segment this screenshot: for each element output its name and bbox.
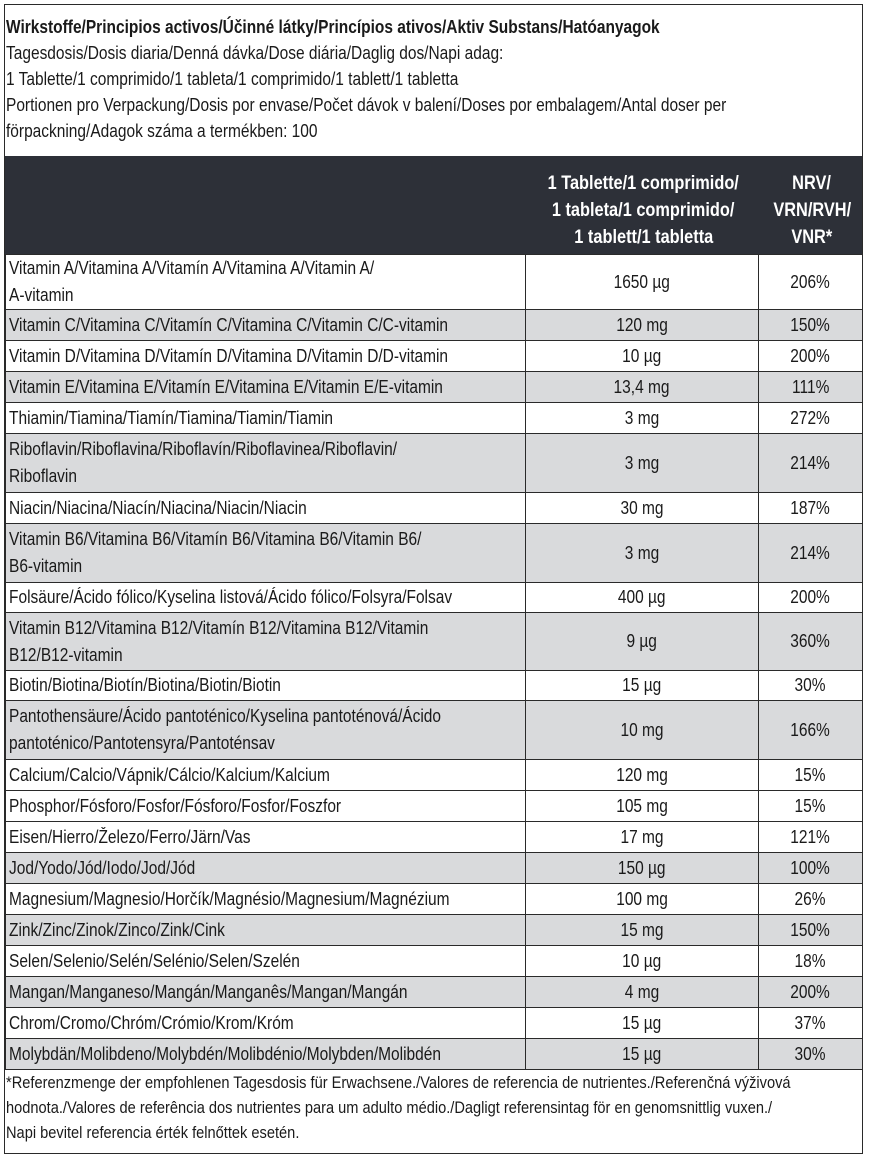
table-row	[6, 493, 863, 524]
footnote-line: Napi bevitel referencia érték felnőttek esetén.	[6, 1123, 300, 1142]
nutrient-nrv: 200%	[759, 977, 863, 1008]
table-row	[6, 1008, 863, 1039]
table-row	[6, 613, 863, 671]
nutrient-nrv: 30%	[759, 1039, 863, 1070]
table-row	[6, 310, 863, 341]
nutrient-amount: 9 µg	[526, 613, 759, 671]
nutrient-nrv: 214%	[759, 524, 863, 583]
nutrient-nrv: 37%	[759, 1008, 863, 1039]
nutrient-amount: 150 µg	[526, 853, 759, 884]
table-row	[6, 760, 863, 791]
footnote-line: hodnota./Valores de referência dos nutrientes para um adulto médio./Dagligt referensintag för en genomsnittlig vuxen./	[6, 1098, 773, 1117]
table-row	[6, 403, 863, 434]
nutrient-amount: 15 mg	[526, 915, 759, 946]
nutrient-name: Zink/Zinc/Zinok/Zinco/Zink/Cink	[6, 915, 526, 946]
nutrient-nrv: 200%	[759, 583, 863, 613]
table-row	[6, 946, 863, 977]
nutrient-name: Pantothensäure/Ácido pantoténico/Kyselina pantoténová/Ácido pantoténico/Pantotensyra/Pantoténsav	[6, 701, 526, 760]
nutrient-nrv: 200%	[759, 341, 863, 372]
nutrient-amount: 400 µg	[526, 583, 759, 613]
nutrient-name: Vitamin A/Vitamina A/Vitamín A/Vitamina A/Vitamin A/ A-vitamin	[6, 255, 526, 310]
nutrient-amount: 15 µg	[526, 671, 759, 701]
table-row	[6, 791, 863, 822]
nutrient-amount: 30 mg	[526, 493, 759, 524]
nutrient-nrv: 150%	[759, 310, 863, 341]
nutrient-nrv: 187%	[759, 493, 863, 524]
nutrient-amount: 120 mg	[526, 760, 759, 791]
nutrient-amount: 105 mg	[526, 791, 759, 822]
nutrient-table	[5, 254, 863, 1070]
active-substances-title: Wirkstoffe/Principios activos/Účinné látky/Princípios ativos/Aktiv Substans/Hatóanyagok	[6, 17, 660, 37]
nutrient-amount: 100 mg	[526, 884, 759, 915]
nutrient-amount: 3 mg	[526, 524, 759, 583]
nutrient-nrv: 121%	[759, 822, 863, 853]
nutrient-nrv: 206%	[759, 255, 863, 310]
table-row	[6, 434, 863, 493]
table-row	[6, 701, 863, 760]
nutrient-name: Calcium/Calcio/Vápnik/Cálcio/Kalcium/Kalcium	[6, 760, 526, 791]
nutrient-nrv: 18%	[759, 946, 863, 977]
nutrient-name: Biotin/Biotina/Biotín/Biotina/Biotin/Biotin	[6, 671, 526, 701]
footnote	[6, 1070, 791, 1145]
nutrient-amount: 10 mg	[526, 701, 759, 760]
nutrient-amount: 3 mg	[526, 403, 759, 434]
table-row	[6, 822, 863, 853]
nutrient-name: Vitamin E/Vitamina E/Vitamín E/Vitamina E/Vitamin E/E-vitamin	[6, 372, 526, 403]
nutrient-name: Niacin/Niacina/Niacín/Niacina/Niacin/Niacin	[6, 493, 526, 524]
nutrient-name: Mangan/Manganeso/Mangán/Manganês/Mangan/Mangán	[6, 977, 526, 1008]
nutrient-nrv: 272%	[759, 403, 863, 434]
table-row	[6, 977, 863, 1008]
daily-dose-label: Tagesdosis/Dosis diaria/Denná dávka/Dose diária/Daglig dos/Napi adag:	[6, 43, 504, 63]
nutrient-name: Vitamin B6/Vitamina B6/Vitamín B6/Vitamina B6/Vitamin B6/ B6-vitamin	[6, 524, 526, 583]
nutrient-nrv: 15%	[759, 760, 863, 791]
nutrient-name: Folsäure/Ácido fólico/Kyselina listová/Ácido fólico/Folsyra/Folsav	[6, 583, 526, 613]
nutrient-amount: 13,4 mg	[526, 372, 759, 403]
nutrient-nrv: 30%	[759, 671, 863, 701]
nutrient-nrv: 111%	[759, 372, 863, 403]
nutrient-amount: 17 mg	[526, 822, 759, 853]
nutrient-nrv: 15%	[759, 791, 863, 822]
table-row	[6, 583, 863, 613]
nutrient-name: Thiamin/Tiamina/Tiamín/Tiamina/Tiamin/Tiamin	[6, 403, 526, 434]
nutrient-name: Vitamin D/Vitamina D/Vitamín D/Vitamina D/Vitamin D/D-vitamin	[6, 341, 526, 372]
nutrient-name: Phosphor/Fósforo/Fosfor/Fósforo/Fosfor/Foszfor	[6, 791, 526, 822]
nutrient-name: Vitamin C/Vitamina C/Vitamín C/Vitamina C/Vitamin C/C-vitamin	[6, 310, 526, 341]
nutrient-name: Jod/Yodo/Jód/Iodo/Jod/Jód	[6, 853, 526, 884]
nutrient-amount: 4 mg	[526, 977, 759, 1008]
nutrient-name: Chrom/Cromo/Chróm/Crómio/Krom/Króm	[6, 1008, 526, 1039]
footnote-line: *Referenzmenge der empfohlenen Tagesdosis für Erwachsene./Valores de referencia de nutrientes./Referenčná výživová	[6, 1073, 791, 1092]
nutrient-name: Magnesium/Magnesio/Horčík/Magnésio/Magnesium/Magnézium	[6, 884, 526, 915]
table-row	[6, 1039, 863, 1070]
daily-dose-value: 1 Tablette/1 comprimido/1 tableta/1 comprimido/1 tablett/1 tabletta	[6, 69, 459, 89]
table-row	[6, 671, 863, 701]
nutrient-amount: 1650 µg	[526, 255, 759, 310]
header-nrv: NRV/ VRN/RVH/ VNR*	[773, 173, 851, 248]
nutrient-amount: 3 mg	[526, 434, 759, 493]
nutrient-nrv: 150%	[759, 915, 863, 946]
header-amount-per-tablet: 1 Tablette/1 comprimido/ 1 tableta/1 comprimido/ 1 tablett/1 tabletta	[547, 173, 740, 248]
nutrient-amount: 15 µg	[526, 1039, 759, 1070]
nutrient-amount: 10 µg	[526, 341, 759, 372]
table-row	[6, 915, 863, 946]
table-row	[6, 884, 863, 915]
nutrient-nrv: 214%	[759, 434, 863, 493]
table-row	[6, 853, 863, 884]
nutrient-amount: 15 µg	[526, 1008, 759, 1039]
table-row	[6, 372, 863, 403]
nutrient-nrv: 360%	[759, 613, 863, 671]
table-row	[6, 255, 863, 310]
intro-block	[6, 14, 737, 144]
nutrient-nrv: 26%	[759, 884, 863, 915]
servings-label-line1: Portionen pro Verpackung/Dosis por envase/Počet dávok v balení/Doses por embalagem/Antal doser per	[6, 95, 727, 115]
nutrient-nrv: 100%	[759, 853, 863, 884]
table-header	[5, 156, 862, 254]
nutrient-amount: 120 mg	[526, 310, 759, 341]
nutrient-name: Molybdän/Molibdeno/Molybdén/Molibdénio/Molybden/Molibdén	[6, 1039, 526, 1070]
nutrient-amount: 10 µg	[526, 946, 759, 977]
nutrient-name: Selen/Selenio/Selén/Selénio/Selen/Szelén	[6, 946, 526, 977]
nutrient-nrv: 166%	[759, 701, 863, 760]
table-row	[6, 524, 863, 583]
nutrient-name: Riboflavin/Riboflavina/Riboflavín/Riboflavinea/Riboflavin/ Riboflavin	[6, 434, 526, 493]
servings-label-line2: förpackning/Adagok száma a termékben: 100	[6, 121, 318, 141]
nutrient-name: Eisen/Hierro/Železo/Ferro/Järn/Vas	[6, 822, 526, 853]
nutrient-name: Vitamin B12/Vitamina B12/Vitamín B12/Vitamina B12/Vitamin B12/B12-vitamin	[6, 613, 526, 671]
table-row	[6, 341, 863, 372]
